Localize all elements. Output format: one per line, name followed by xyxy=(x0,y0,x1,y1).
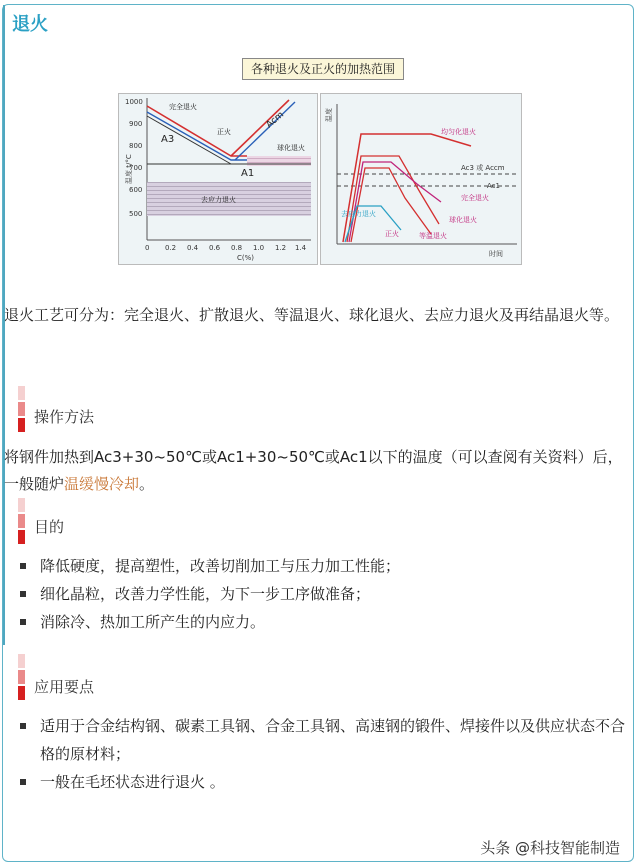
ytick: 600 xyxy=(129,186,143,194)
y-axis-label: 温度 xyxy=(325,108,333,122)
heating-curve-svg xyxy=(321,94,521,264)
label-a3: A3 xyxy=(161,134,175,145)
intro-paragraph: 退火工艺可分为：完全退火、扩散退火、等温退火、球化退火、去应力退火及再结晶退火等。 xyxy=(4,306,620,324)
label-stress-relief: 去应力退火 xyxy=(201,196,236,204)
label-spheroidize: 球化退火 xyxy=(277,144,305,152)
xtick: 0 xyxy=(145,244,150,252)
method-text-end: 。 xyxy=(139,475,155,493)
label-stress-relief: 去应力退火 xyxy=(341,210,376,218)
label-full-anneal: 完全退火 xyxy=(169,103,197,111)
list-item: 细化晶粒，改善力学性能，为下一步工序做准备； xyxy=(18,580,638,608)
list-item: 消除冷、热加工所产生的内应力。 xyxy=(18,608,638,636)
method-paragraph xyxy=(4,444,636,498)
ytick: 800 xyxy=(129,142,143,150)
label-homogenize: 均匀化退火 xyxy=(441,128,476,136)
xtick: 1.0 xyxy=(253,244,265,252)
label-ac3-accm: Ac3 或 Accm xyxy=(461,164,505,172)
label-normalize: 正火 xyxy=(385,230,399,238)
figure-caption: 各种退火及正火的加热范围 xyxy=(242,58,404,80)
ytick: 900 xyxy=(129,120,143,128)
section-heading-application: 应用要点 xyxy=(34,678,95,696)
application-list xyxy=(18,712,638,796)
section-heading-method: 操作方法 xyxy=(34,408,95,426)
heating-curve-chart xyxy=(320,93,522,265)
label-ac1: Ac1 xyxy=(487,182,500,190)
label-normalize: 正火 xyxy=(217,128,231,136)
label-a1: A1 xyxy=(241,168,255,179)
xtick: 0.2 xyxy=(165,244,177,252)
label-isothermal: 等温退火 xyxy=(419,232,447,240)
ytick: 700 xyxy=(129,164,143,172)
section-marker xyxy=(18,654,25,702)
xtick: 0.8 xyxy=(231,244,243,252)
xtick: 1.4 xyxy=(295,244,307,252)
phase-diagram xyxy=(118,93,318,265)
xtick: 0.4 xyxy=(187,244,199,252)
xtick: 1.2 xyxy=(275,244,287,252)
label-spheroidize: 球化退火 xyxy=(449,216,477,224)
x-axis-label: 时间 xyxy=(489,250,503,258)
ytick: 500 xyxy=(129,210,143,218)
section-marker xyxy=(18,498,25,546)
page-title: 退火 xyxy=(12,14,48,35)
x-axis-label: C(%) xyxy=(237,254,255,262)
method-highlight: 温缓慢冷却 xyxy=(64,475,140,493)
section-marker xyxy=(18,386,25,434)
y-axis-label: 温度 t/°C xyxy=(125,154,133,184)
purpose-list xyxy=(18,552,638,636)
list-item: 适用于合金结构钢、碳素工具钢、合金工具钢、高速钢的锻件、焊接件以及供应状态不合格的原材料； xyxy=(18,712,638,768)
list-item: 一般在毛坯状态进行退火 。 xyxy=(18,768,638,796)
label-full-anneal: 完全退火 xyxy=(461,194,489,202)
ytick: 1000 xyxy=(125,98,143,106)
phase-diagram-svg xyxy=(119,94,317,264)
label-acm: Acm xyxy=(264,109,287,131)
method-text: 将钢件加热到Ac3+30~50℃或Ac1+30~50℃或Ac1以下的温度（可以查阅有关资料）后，一般随炉 xyxy=(4,448,623,493)
section-heading-purpose: 目的 xyxy=(34,518,65,536)
list-item: 降低硬度，提高塑性，改善切削加工与压力加工性能； xyxy=(18,552,638,580)
xtick: 0.6 xyxy=(209,244,221,252)
watermark: 头条 @科技智能制造 xyxy=(480,839,620,857)
